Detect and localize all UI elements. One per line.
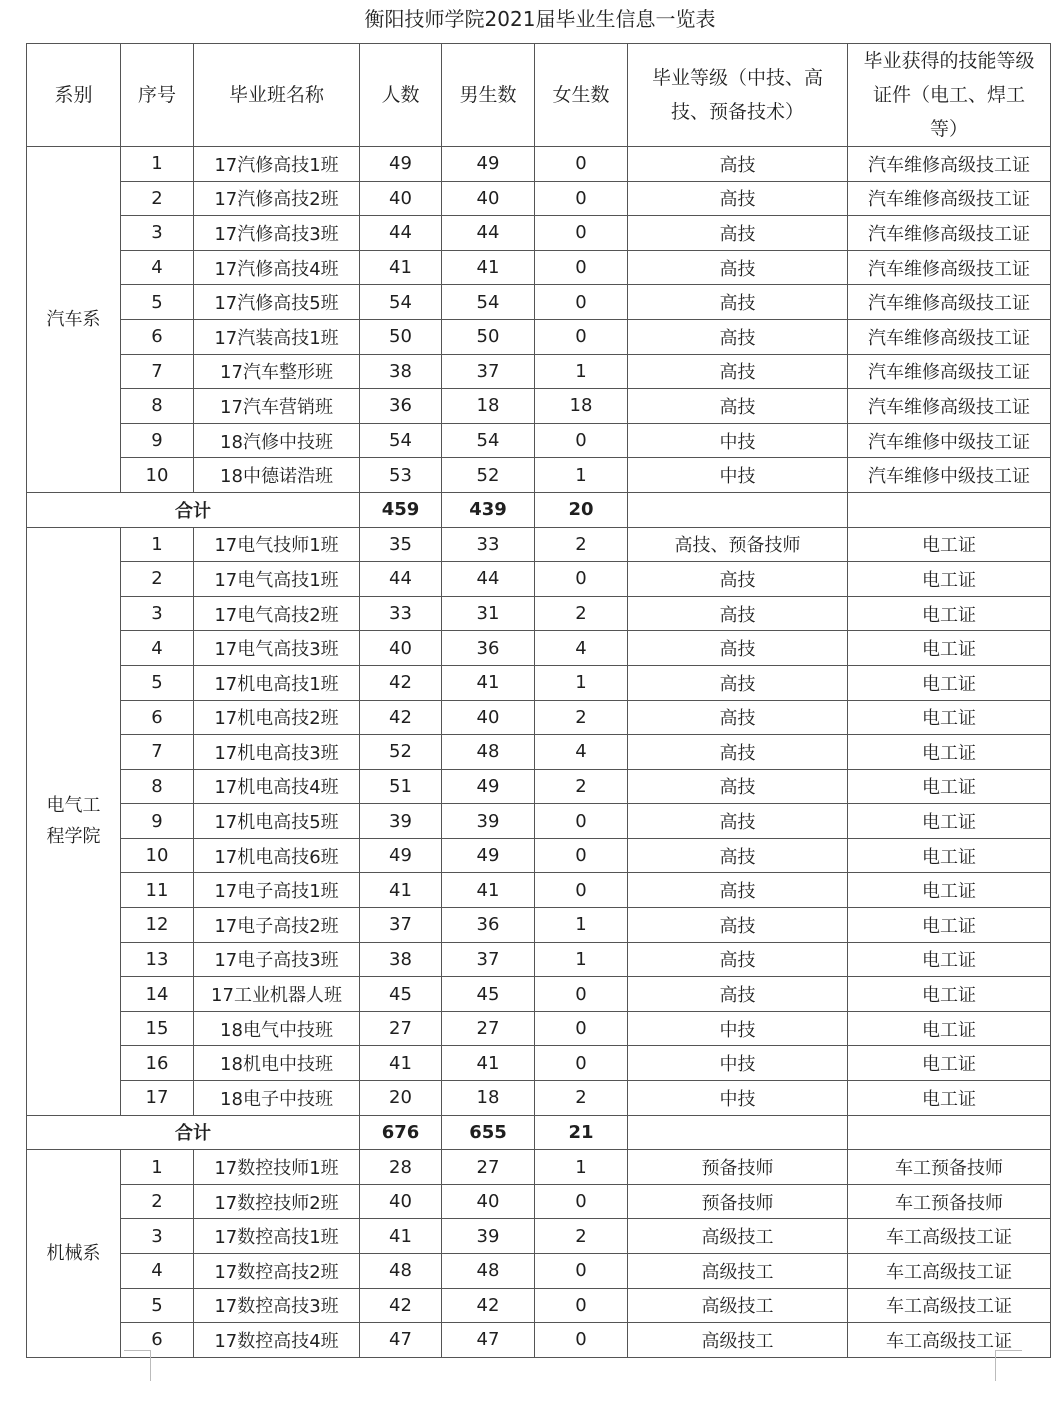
total-cell: 51	[360, 769, 442, 804]
total-cell: 39	[360, 804, 442, 839]
table-row	[27, 596, 1051, 631]
cert-cell: 电工证	[848, 838, 1051, 873]
seq-cell: 3	[121, 1219, 194, 1254]
seq-cell: 9	[121, 423, 194, 458]
total-cell: 28	[360, 1150, 442, 1185]
cert-cell: 汽车维修高级技工证	[848, 389, 1051, 424]
table-row	[27, 769, 1051, 804]
male-cell: 36	[442, 908, 535, 943]
male-cell: 40	[442, 181, 535, 216]
cert-cell: 电工证	[848, 735, 1051, 770]
table-row	[27, 838, 1051, 873]
female-cell: 1	[535, 1150, 628, 1185]
male-cell: 49	[442, 147, 535, 182]
level-cell: 高级技工	[628, 1288, 848, 1323]
female-cell: 0	[535, 319, 628, 354]
male-cell: 42	[442, 1288, 535, 1323]
seq-cell: 7	[121, 354, 194, 389]
class-name-cell: 17数控高技2班	[194, 1254, 360, 1289]
cert-cell: 车工预备技师	[848, 1184, 1051, 1219]
female-cell: 0	[535, 873, 628, 908]
subtotal-male: 655	[442, 1115, 535, 1150]
class-name-cell: 17汽装高技1班	[194, 319, 360, 354]
cert-cell: 汽车维修高级技工证	[848, 319, 1051, 354]
class-name-cell: 17电子高技2班	[194, 908, 360, 943]
cert-cell: 车工高级技工证	[848, 1219, 1051, 1254]
seq-cell: 9	[121, 804, 194, 839]
male-cell: 54	[442, 285, 535, 320]
table-row	[27, 665, 1051, 700]
level-cell: 高级技工	[628, 1219, 848, 1254]
header-male: 男生数	[442, 44, 535, 147]
cert-cell: 电工证	[848, 942, 1051, 977]
seq-cell: 10	[121, 838, 194, 873]
subtotal-male: 439	[442, 492, 535, 527]
level-cell: 高技	[628, 250, 848, 285]
seq-cell: 4	[121, 250, 194, 285]
male-cell: 40	[442, 700, 535, 735]
table-row	[27, 1150, 1051, 1185]
level-cell: 高技	[628, 285, 848, 320]
table-row	[27, 1323, 1051, 1358]
level-cell: 高技	[628, 665, 848, 700]
level-cell: 高技	[628, 181, 848, 216]
table-row	[27, 216, 1051, 251]
level-cell: 高技	[628, 735, 848, 770]
female-cell: 0	[535, 1046, 628, 1081]
header-cert: 毕业获得的技能等级证件（电工、焊工等）	[848, 44, 1051, 147]
cert-cell: 车工高级技工证	[848, 1288, 1051, 1323]
female-cell: 1	[535, 665, 628, 700]
cert-cell: 车工预备技师	[848, 1150, 1051, 1185]
table-row	[27, 1254, 1051, 1289]
page-corner-mark	[995, 1350, 1022, 1381]
male-cell: 49	[442, 838, 535, 873]
male-cell: 41	[442, 873, 535, 908]
cert-cell: 电工证	[848, 769, 1051, 804]
graduate-table	[26, 43, 1051, 1358]
class-name-cell: 17数控高技4班	[194, 1323, 360, 1358]
table-row	[27, 1011, 1051, 1046]
male-cell: 39	[442, 804, 535, 839]
cert-cell: 电工证	[848, 700, 1051, 735]
class-name-cell: 17电气高技2班	[194, 596, 360, 631]
female-cell: 0	[535, 285, 628, 320]
total-cell: 42	[360, 1288, 442, 1323]
empty-cell	[628, 1115, 848, 1150]
total-cell: 37	[360, 908, 442, 943]
female-cell: 0	[535, 423, 628, 458]
seq-cell: 2	[121, 181, 194, 216]
female-cell: 0	[535, 804, 628, 839]
male-cell: 18	[442, 1081, 535, 1116]
seq-cell: 4	[121, 631, 194, 666]
total-cell: 41	[360, 873, 442, 908]
cert-cell: 汽车维修中级技工证	[848, 458, 1051, 493]
male-cell: 41	[442, 665, 535, 700]
class-name-cell: 18汽修中技班	[194, 423, 360, 458]
level-cell: 高技	[628, 216, 848, 251]
seq-cell: 1	[121, 527, 194, 562]
male-cell: 41	[442, 250, 535, 285]
male-cell: 50	[442, 319, 535, 354]
table-row	[27, 1288, 1051, 1323]
level-cell: 高技、预备技师	[628, 527, 848, 562]
level-cell: 高技	[628, 147, 848, 182]
subtotal-female: 20	[535, 492, 628, 527]
empty-cell	[848, 492, 1051, 527]
class-name-cell: 17汽修高技5班	[194, 285, 360, 320]
level-cell: 高技	[628, 562, 848, 597]
total-cell: 33	[360, 596, 442, 631]
cert-cell: 电工证	[848, 596, 1051, 631]
class-name-cell: 17汽修高技3班	[194, 216, 360, 251]
level-cell: 高技	[628, 700, 848, 735]
table-row	[27, 285, 1051, 320]
male-cell: 36	[442, 631, 535, 666]
class-name-cell: 17机电高技1班	[194, 665, 360, 700]
male-cell: 27	[442, 1150, 535, 1185]
female-cell: 2	[535, 527, 628, 562]
female-cell: 0	[535, 1323, 628, 1358]
seq-cell: 17	[121, 1081, 194, 1116]
seq-cell: 1	[121, 147, 194, 182]
table-row	[27, 527, 1051, 562]
total-cell: 44	[360, 562, 442, 597]
male-cell: 31	[442, 596, 535, 631]
seq-cell: 5	[121, 285, 194, 320]
class-name-cell: 17数控技师2班	[194, 1184, 360, 1219]
class-name-cell: 17工业机器人班	[194, 977, 360, 1012]
total-cell: 36	[360, 389, 442, 424]
cert-cell: 电工证	[848, 1046, 1051, 1081]
total-cell: 45	[360, 977, 442, 1012]
total-cell: 41	[360, 250, 442, 285]
total-cell: 42	[360, 665, 442, 700]
level-cell: 高技	[628, 804, 848, 839]
empty-cell	[628, 492, 848, 527]
class-name-cell: 17电气高技1班	[194, 562, 360, 597]
level-cell: 中技	[628, 1081, 848, 1116]
seq-cell: 7	[121, 735, 194, 770]
table-row	[27, 423, 1051, 458]
level-cell: 高技	[628, 769, 848, 804]
subtotal-row	[27, 1115, 1051, 1150]
seq-cell: 6	[121, 319, 194, 354]
class-name-cell: 18电气中技班	[194, 1011, 360, 1046]
cert-cell: 电工证	[848, 665, 1051, 700]
level-cell: 高技	[628, 354, 848, 389]
level-cell: 高技	[628, 977, 848, 1012]
class-name-cell: 17数控高技1班	[194, 1219, 360, 1254]
total-cell: 41	[360, 1046, 442, 1081]
level-cell: 中技	[628, 458, 848, 493]
total-cell: 40	[360, 1184, 442, 1219]
cert-cell: 汽车维修中级技工证	[848, 423, 1051, 458]
table-row	[27, 977, 1051, 1012]
female-cell: 0	[535, 1011, 628, 1046]
class-name-cell: 17汽修高技2班	[194, 181, 360, 216]
subtotal-label: 合计	[27, 1115, 360, 1150]
empty-cell	[848, 1115, 1051, 1150]
female-cell: 1	[535, 942, 628, 977]
cert-cell: 电工证	[848, 1081, 1051, 1116]
male-cell: 49	[442, 769, 535, 804]
seq-cell: 13	[121, 942, 194, 977]
class-name-cell: 17汽修高技4班	[194, 250, 360, 285]
male-cell: 44	[442, 562, 535, 597]
total-cell: 38	[360, 942, 442, 977]
table-row	[27, 319, 1051, 354]
class-name-cell: 17数控技师1班	[194, 1150, 360, 1185]
class-name-cell: 17电气高技3班	[194, 631, 360, 666]
header-dept: 系别	[27, 44, 121, 147]
level-cell: 高技	[628, 873, 848, 908]
subtotal-female: 21	[535, 1115, 628, 1150]
female-cell: 0	[535, 1254, 628, 1289]
male-cell: 44	[442, 216, 535, 251]
female-cell: 0	[535, 1288, 628, 1323]
male-cell: 41	[442, 1046, 535, 1081]
female-cell: 4	[535, 735, 628, 770]
table-row	[27, 389, 1051, 424]
class-name-cell: 17汽修高技1班	[194, 147, 360, 182]
class-name-cell: 17汽车营销班	[194, 389, 360, 424]
cert-cell: 汽车维修高级技工证	[848, 181, 1051, 216]
table-body	[27, 147, 1051, 1358]
total-cell: 40	[360, 631, 442, 666]
table-row	[27, 250, 1051, 285]
class-name-cell: 17电子高技1班	[194, 873, 360, 908]
male-cell: 52	[442, 458, 535, 493]
class-name-cell: 17机电高技3班	[194, 735, 360, 770]
female-cell: 1	[535, 458, 628, 493]
female-cell: 0	[535, 216, 628, 251]
seq-cell: 15	[121, 1011, 194, 1046]
table-row	[27, 1081, 1051, 1116]
table-row	[27, 735, 1051, 770]
table-row	[27, 562, 1051, 597]
male-cell: 54	[442, 423, 535, 458]
seq-cell: 4	[121, 1254, 194, 1289]
seq-cell: 14	[121, 977, 194, 1012]
total-cell: 40	[360, 181, 442, 216]
subtotal-row	[27, 492, 1051, 527]
female-cell: 18	[535, 389, 628, 424]
table-row	[27, 1046, 1051, 1081]
female-cell: 1	[535, 908, 628, 943]
cert-cell: 车工高级技工证	[848, 1323, 1051, 1358]
male-cell: 37	[442, 942, 535, 977]
female-cell: 4	[535, 631, 628, 666]
header-level: 毕业等级（中技、高技、预备技术）	[628, 44, 848, 147]
female-cell: 2	[535, 769, 628, 804]
total-cell: 49	[360, 147, 442, 182]
male-cell: 37	[442, 354, 535, 389]
male-cell: 48	[442, 1254, 535, 1289]
cert-cell: 汽车维修高级技工证	[848, 250, 1051, 285]
female-cell: 0	[535, 1184, 628, 1219]
cert-cell: 电工证	[848, 804, 1051, 839]
total-cell: 52	[360, 735, 442, 770]
cert-cell: 车工高级技工证	[848, 1254, 1051, 1289]
seq-cell: 8	[121, 769, 194, 804]
total-cell: 53	[360, 458, 442, 493]
total-cell: 42	[360, 700, 442, 735]
level-cell: 高技	[628, 319, 848, 354]
dept-cell: 电气工程学院	[27, 527, 121, 1115]
cert-cell: 电工证	[848, 908, 1051, 943]
table-row	[27, 181, 1051, 216]
female-cell: 2	[535, 700, 628, 735]
class-name-cell: 18中德诺浩班	[194, 458, 360, 493]
subtotal-total: 459	[360, 492, 442, 527]
page-title: 衡阳技师学院2021届毕业生信息一览表	[364, 7, 716, 31]
male-cell: 18	[442, 389, 535, 424]
table-row	[27, 354, 1051, 389]
header-female: 女生数	[535, 44, 628, 147]
female-cell: 1	[535, 354, 628, 389]
seq-cell: 8	[121, 389, 194, 424]
total-cell: 49	[360, 838, 442, 873]
class-name-cell: 17机电高技2班	[194, 700, 360, 735]
male-cell: 40	[442, 1184, 535, 1219]
table-row	[27, 1184, 1051, 1219]
total-cell: 38	[360, 354, 442, 389]
class-name-cell: 17汽车整形班	[194, 354, 360, 389]
total-cell: 41	[360, 1219, 442, 1254]
seq-cell: 3	[121, 596, 194, 631]
header-seq: 序号	[121, 44, 194, 147]
cert-cell: 汽车维修高级技工证	[848, 285, 1051, 320]
seq-cell: 2	[121, 1184, 194, 1219]
dept-cell: 汽车系	[27, 147, 121, 493]
class-name-cell: 17数控高技3班	[194, 1288, 360, 1323]
female-cell: 0	[535, 181, 628, 216]
table-row	[27, 804, 1051, 839]
seq-cell: 12	[121, 908, 194, 943]
level-cell: 高技	[628, 596, 848, 631]
table-row	[27, 458, 1051, 493]
table-row	[27, 1219, 1051, 1254]
cert-cell: 电工证	[848, 562, 1051, 597]
female-cell: 0	[535, 147, 628, 182]
total-cell: 54	[360, 423, 442, 458]
seq-cell: 5	[121, 665, 194, 700]
page-corner-mark	[124, 1350, 151, 1381]
seq-cell: 6	[121, 700, 194, 735]
class-name-cell: 17机电高技4班	[194, 769, 360, 804]
level-cell: 高技	[628, 389, 848, 424]
level-cell: 预备技师	[628, 1150, 848, 1185]
header-class-name: 毕业班名称	[194, 44, 360, 147]
level-cell: 高技	[628, 908, 848, 943]
total-cell: 50	[360, 319, 442, 354]
level-cell: 高级技工	[628, 1323, 848, 1358]
header-total: 人数	[360, 44, 442, 147]
female-cell: 0	[535, 977, 628, 1012]
total-cell: 20	[360, 1081, 442, 1116]
seq-cell: 6	[121, 1323, 194, 1358]
seq-cell: 5	[121, 1288, 194, 1323]
female-cell: 2	[535, 1081, 628, 1116]
seq-cell: 11	[121, 873, 194, 908]
dept-cell: 机械系	[27, 1150, 121, 1358]
total-cell: 27	[360, 1011, 442, 1046]
female-cell: 0	[535, 250, 628, 285]
male-cell: 48	[442, 735, 535, 770]
table-row	[27, 700, 1051, 735]
seq-cell: 10	[121, 458, 194, 493]
cert-cell: 电工证	[848, 1011, 1051, 1046]
total-cell: 54	[360, 285, 442, 320]
class-name-cell: 17机电高技6班	[194, 838, 360, 873]
subtotal-total: 676	[360, 1115, 442, 1150]
class-name-cell: 17电子高技3班	[194, 942, 360, 977]
male-cell: 45	[442, 977, 535, 1012]
table-row	[27, 873, 1051, 908]
level-cell: 中技	[628, 423, 848, 458]
seq-cell: 1	[121, 1150, 194, 1185]
cert-cell: 电工证	[848, 873, 1051, 908]
female-cell: 2	[535, 596, 628, 631]
level-cell: 高级技工	[628, 1254, 848, 1289]
level-cell: 中技	[628, 1046, 848, 1081]
seq-cell: 16	[121, 1046, 194, 1081]
class-name-cell: 18机电中技班	[194, 1046, 360, 1081]
class-name-cell: 18电子中技班	[194, 1081, 360, 1116]
seq-cell: 2	[121, 562, 194, 597]
female-cell: 2	[535, 1219, 628, 1254]
total-cell: 48	[360, 1254, 442, 1289]
female-cell: 0	[535, 838, 628, 873]
cert-cell: 汽车维修高级技工证	[848, 147, 1051, 182]
class-name-cell: 17机电高技5班	[194, 804, 360, 839]
class-name-cell: 17电气技师1班	[194, 527, 360, 562]
subtotal-label: 合计	[27, 492, 360, 527]
table-row	[27, 908, 1051, 943]
female-cell: 0	[535, 562, 628, 597]
level-cell: 预备技师	[628, 1184, 848, 1219]
total-cell: 44	[360, 216, 442, 251]
male-cell: 33	[442, 527, 535, 562]
cert-cell: 电工证	[848, 977, 1051, 1012]
male-cell: 47	[442, 1323, 535, 1358]
total-cell: 35	[360, 527, 442, 562]
header-row	[27, 44, 1051, 147]
cert-cell: 电工证	[848, 631, 1051, 666]
level-cell: 中技	[628, 1011, 848, 1046]
table-row	[27, 942, 1051, 977]
cert-cell: 汽车维修高级技工证	[848, 216, 1051, 251]
table-row	[27, 147, 1051, 182]
cert-cell: 电工证	[848, 527, 1051, 562]
level-cell: 高技	[628, 942, 848, 977]
male-cell: 39	[442, 1219, 535, 1254]
level-cell: 高技	[628, 838, 848, 873]
level-cell: 高技	[628, 631, 848, 666]
male-cell: 27	[442, 1011, 535, 1046]
cert-cell: 汽车维修高级技工证	[848, 354, 1051, 389]
total-cell: 47	[360, 1323, 442, 1358]
seq-cell: 3	[121, 216, 194, 251]
table-row	[27, 631, 1051, 666]
